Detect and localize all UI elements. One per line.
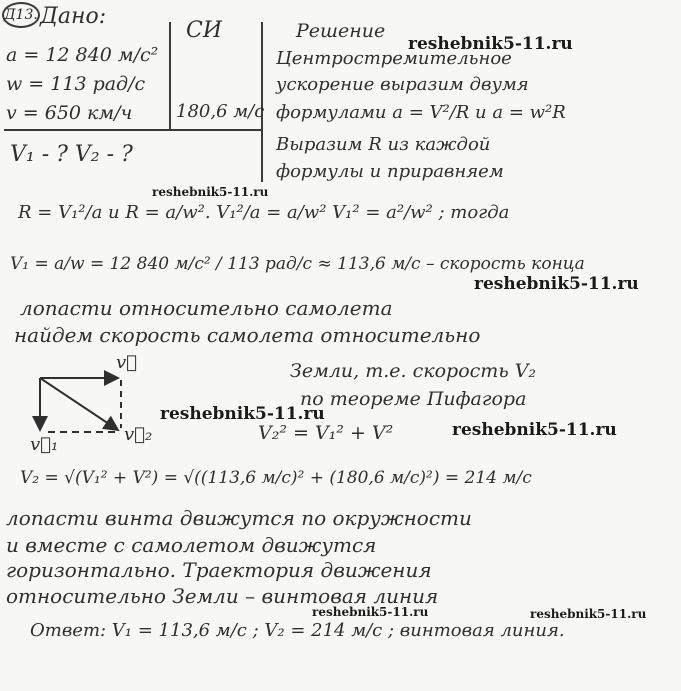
si-heading: СИ bbox=[186, 18, 223, 43]
solution-line: ускорение выразим двумя bbox=[276, 74, 529, 95]
watermark: reshebnik5-11.ru bbox=[474, 274, 639, 294]
label-v2: v⃗₂ bbox=[124, 424, 153, 445]
solution-line: относительно Земли – винтовая линия bbox=[6, 584, 439, 608]
watermark: reshebnik5-11.ru bbox=[152, 185, 269, 199]
solution-line: лопасти относительно самолета bbox=[20, 296, 393, 320]
solution-line: V₂ = √(V₁² + V²) = √((113,6 м/с)² + (180,6 м/с)²) = 214 м/с bbox=[20, 468, 532, 488]
solution-line: и вместе с самолетом движутся bbox=[6, 533, 377, 557]
solution-line: лопасти винта движутся по окружности bbox=[6, 506, 472, 530]
label-v1: v⃗₁ bbox=[30, 434, 59, 455]
vector-v2-arrow bbox=[40, 378, 118, 430]
solution-line: формулами a = V²/R и a = w²R bbox=[276, 102, 566, 123]
solution-line: V₁ = a/w = 12 840 м/с² / 113 рад/с ≈ 113,6 м/с – скорость конца bbox=[10, 254, 585, 274]
solution-line: R = V₁²/a и R = a/w². V₁²/a = a/w² V₁² = a²/w² ; тогда bbox=[18, 202, 510, 223]
given-w: w = 113 рад/с bbox=[6, 73, 146, 95]
solution-heading: Решение bbox=[296, 20, 386, 42]
label-v: v⃗ bbox=[116, 352, 137, 373]
watermark: reshebnik5-11.ru bbox=[408, 34, 573, 54]
solution-line: горизонтально. Траектория движения bbox=[6, 558, 432, 582]
problem-number: Д13. bbox=[2, 2, 40, 28]
solution-line: Выразим R из каждой bbox=[276, 134, 491, 155]
answer-line: Ответ: V₁ = 113,6 м/с ; V₂ = 214 м/с ; винтовая линия. bbox=[30, 620, 565, 641]
watermark: reshebnik5-11.ru bbox=[530, 607, 647, 621]
watermark: reshebnik5-11.ru bbox=[452, 420, 617, 440]
solution-line: формулы и приравняем bbox=[276, 161, 504, 182]
given-a: a = 12 840 м/с² bbox=[6, 44, 159, 66]
watermark: reshebnik5-11.ru bbox=[160, 404, 325, 424]
watermark: reshebnik5-11.ru bbox=[312, 605, 429, 619]
find-line: V₁ - ? V₂ - ? bbox=[10, 142, 133, 167]
si-value: 180,6 м/с bbox=[176, 101, 265, 122]
solution-line: V₂² = V₁² + V² bbox=[258, 422, 394, 444]
solution-line: Земли, т.е. скорость V₂ bbox=[290, 360, 537, 382]
solution-line: Центростремительное bbox=[276, 48, 512, 69]
solution-line: найдем скорость самолета относительно bbox=[14, 323, 481, 347]
solution-line: по теореме Пифагора bbox=[300, 388, 527, 410]
given-v: v = 650 км/ч bbox=[6, 102, 133, 124]
given-heading: Дано: bbox=[40, 4, 107, 29]
